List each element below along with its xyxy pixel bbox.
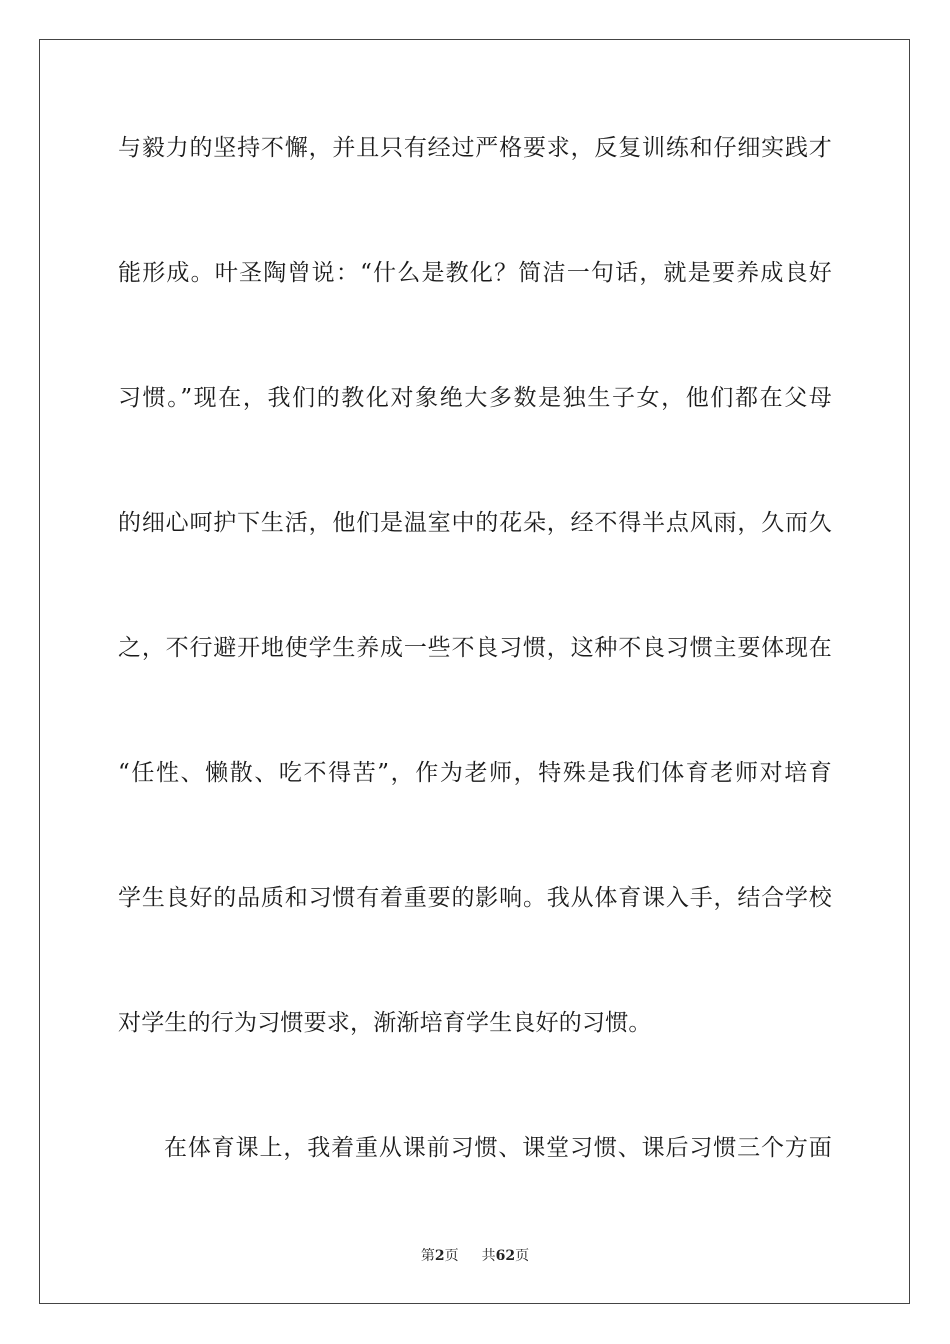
body-text-line-5: 之，不行避开地使学生养成一些不良习惯，这种不良习惯主要体现在: [118, 635, 832, 661]
body-text-line-6: “任性、懒散、吃不得苦”，作为老师，特殊是我们体育老师对培育: [118, 760, 832, 786]
page-number: 2: [434, 1248, 445, 1264]
body-text-line-9: 在体育课上，我着重从课前习惯、课堂习惯、课后习惯三个方面: [164, 1135, 832, 1161]
page-footer: [0, 1246, 950, 1266]
total-prefix: 共: [481, 1248, 496, 1264]
total-suffix: 页: [515, 1248, 530, 1264]
body-text-line-1: 与毅力的坚持不懈，并且只有经过严格要求，反复训练和仔细实践才: [118, 135, 832, 161]
page-prefix: 第: [420, 1248, 435, 1264]
body-text-line-8: 对学生的行为习惯要求，渐渐培育学生良好的习惯。: [118, 1010, 652, 1036]
body-text-line-3: 习惯。”现在，我们的教化对象绝大多数是独生子女，他们都在父母: [118, 385, 832, 411]
page-suffix: 页: [444, 1248, 459, 1264]
body-text-line-7: 学生良好的品质和习惯有着重要的影响。我从体育课入手，结合学校: [118, 885, 832, 911]
total-pages: 62: [495, 1248, 516, 1264]
page-border: [39, 39, 910, 1304]
body-text-line-2: 能形成。叶圣陶曾说：“什么是教化？简洁一句话，就是要养成良好: [118, 260, 832, 286]
body-text-line-4: 的细心呵护下生活，他们是温室中的花朵，经不得半点风雨，久而久: [118, 510, 832, 536]
